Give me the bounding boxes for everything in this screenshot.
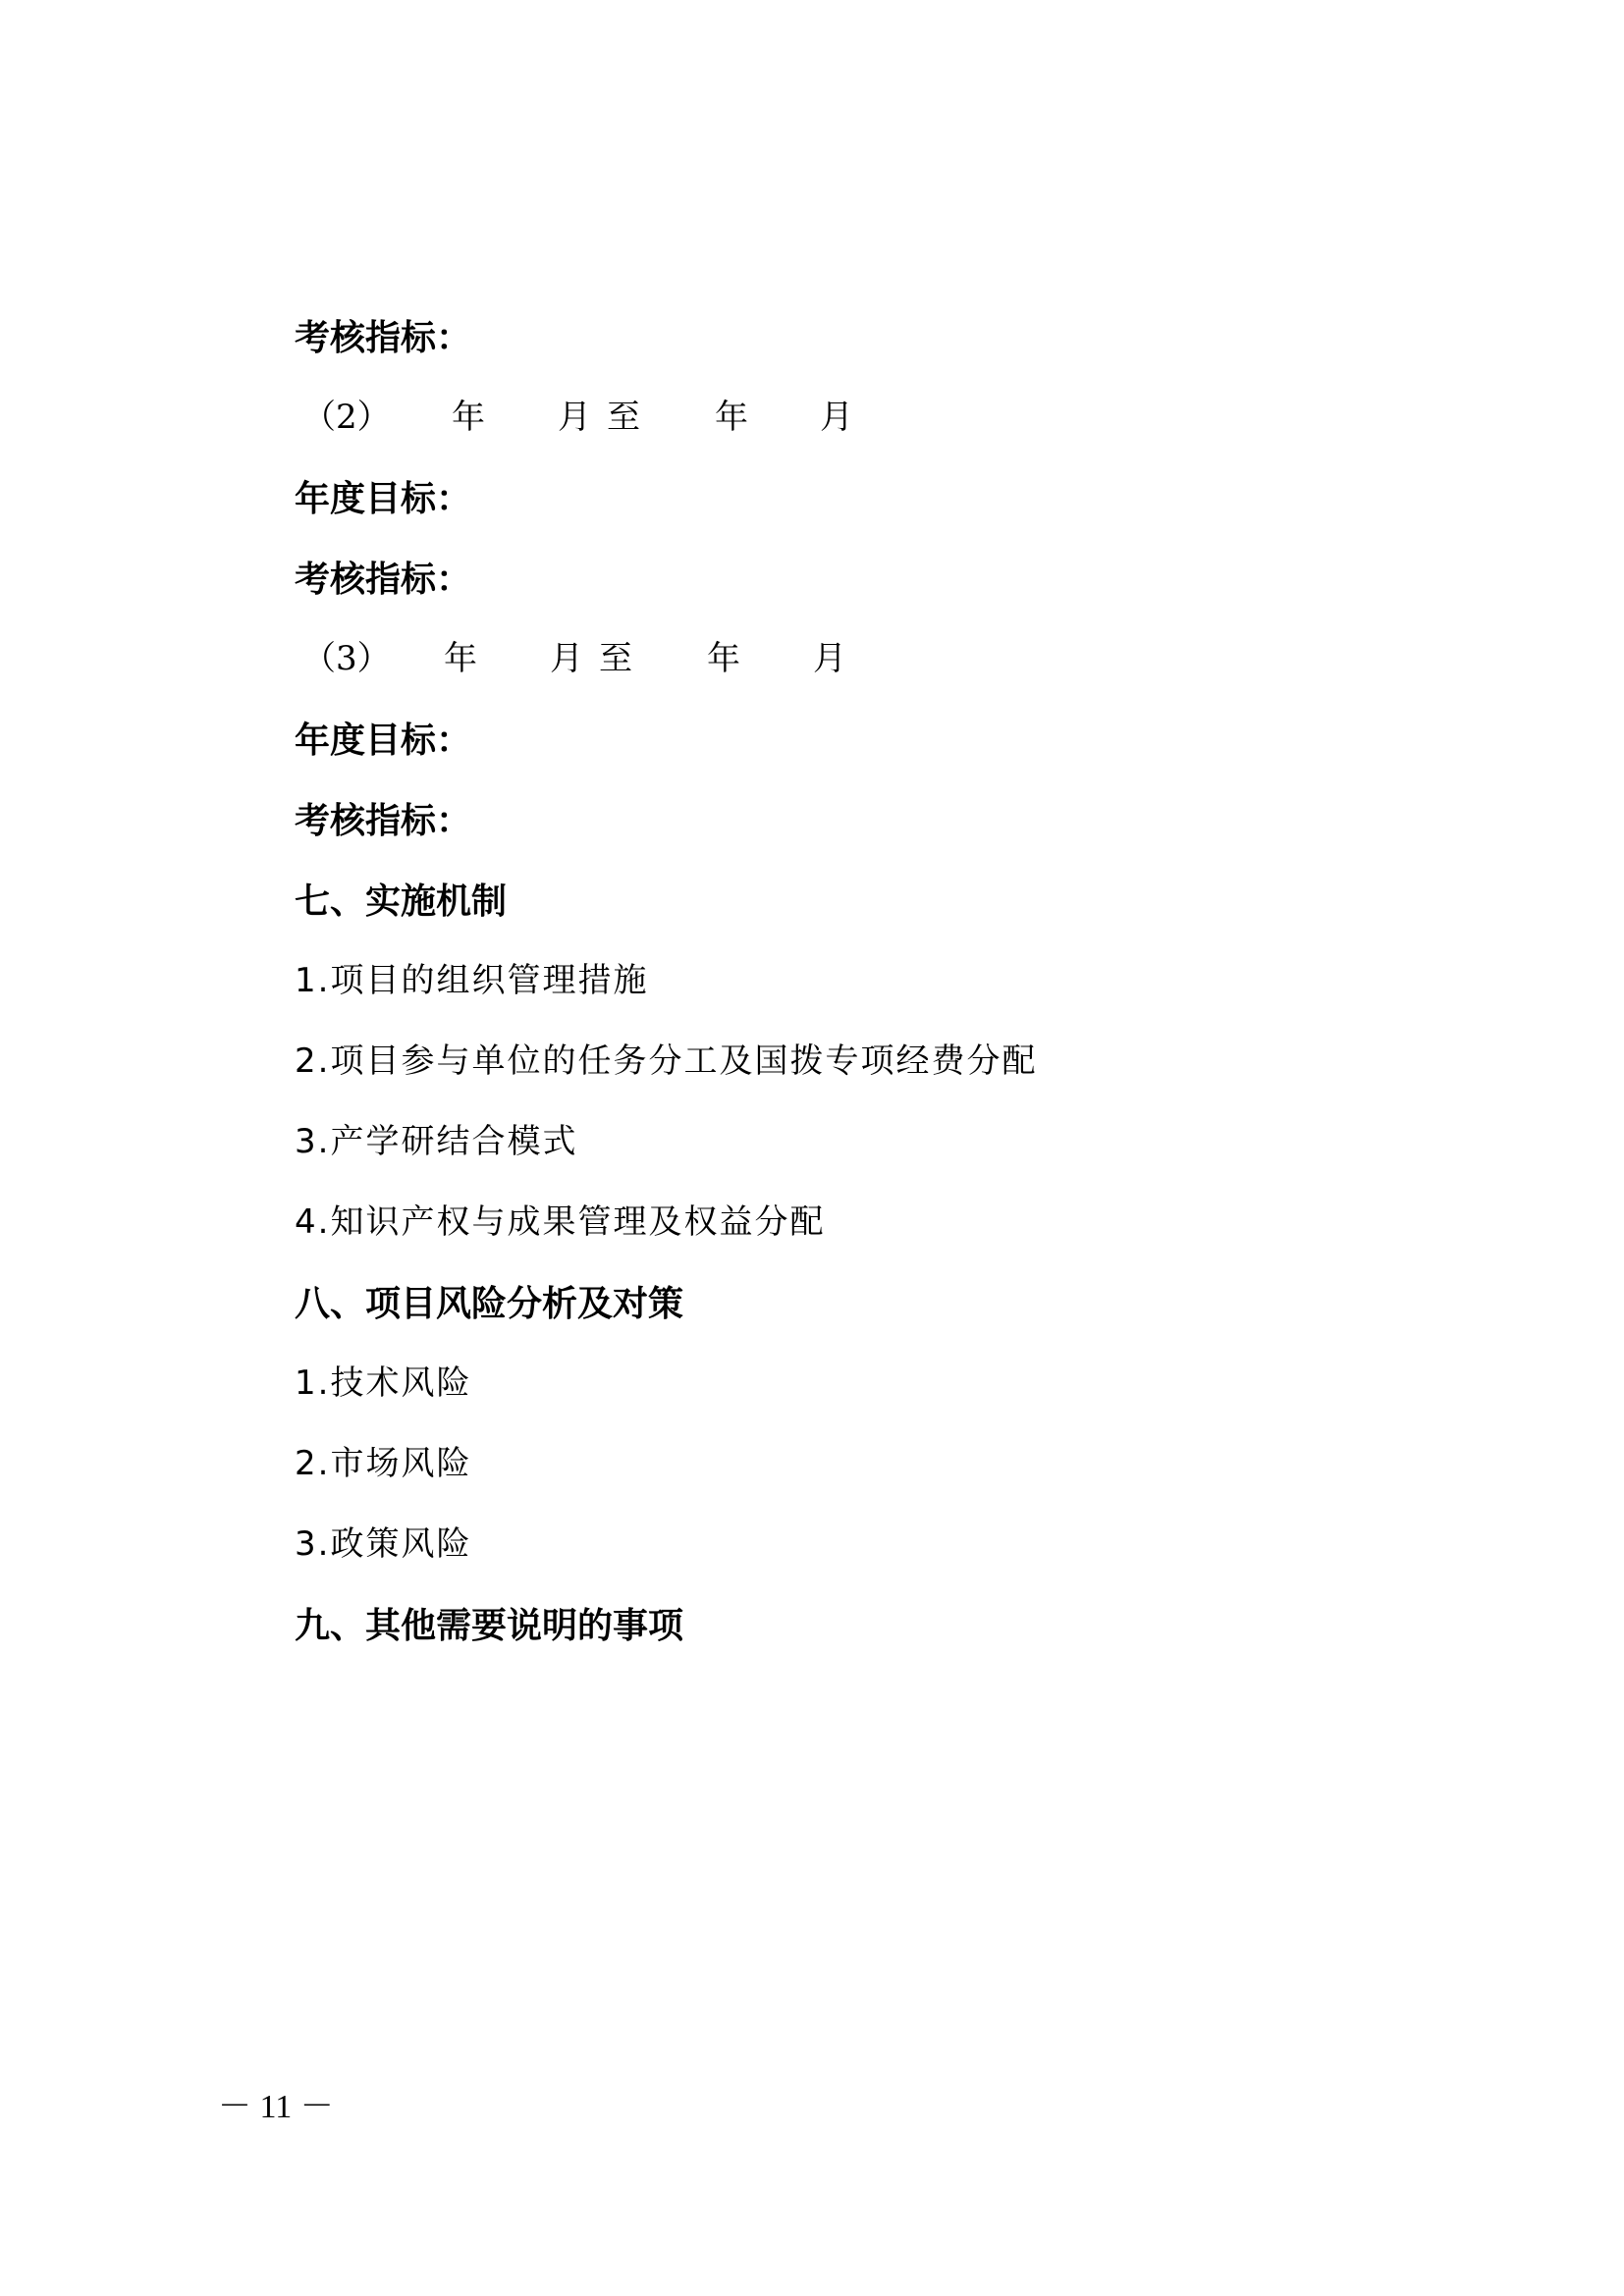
period-index: （3） bbox=[302, 639, 391, 678]
period-row-2 bbox=[295, 400, 884, 440]
list-item: 1.项目的组织管理措施 bbox=[295, 961, 649, 1000]
list-item: 2.项目参与单位的任务分工及国拨专项经费分配 bbox=[295, 1041, 1038, 1081]
period-start-year: 年 bbox=[452, 398, 485, 437]
period-start-month: 月 bbox=[550, 639, 583, 678]
annual-goal-label-2: 年度目标： bbox=[295, 478, 472, 519]
period-end-year: 年 bbox=[707, 639, 740, 678]
page-number: － 11 － bbox=[218, 2089, 334, 2125]
period-end-month: 月 bbox=[813, 639, 846, 678]
period-index: （2） bbox=[302, 398, 391, 437]
list-item: 2.市场风险 bbox=[295, 1444, 472, 1483]
period-start-month: 月 bbox=[558, 398, 591, 437]
period-end-year: 年 bbox=[715, 398, 748, 437]
list-item: 3.产学研结合模式 bbox=[295, 1122, 578, 1161]
annual-goal-label-3: 年度目标： bbox=[295, 720, 472, 761]
period-row-3 bbox=[295, 639, 884, 681]
period-start-year: 年 bbox=[444, 639, 477, 678]
list-item: 1.技术风险 bbox=[295, 1363, 472, 1403]
assessment-indicator-label-2: 考核指标： bbox=[295, 559, 472, 600]
list-item: 4.知识产权与成果管理及权益分配 bbox=[295, 1202, 826, 1242]
period-to: 至 bbox=[599, 639, 632, 678]
period-to: 至 bbox=[607, 398, 640, 437]
section-heading-other: 九、其他需要说明的事项 bbox=[295, 1605, 684, 1646]
section-heading-implementation: 七、实施机制 bbox=[295, 881, 508, 922]
assessment-indicator-label-3: 考核指标： bbox=[295, 800, 472, 841]
list-item: 3.政策风险 bbox=[295, 1524, 472, 1564]
section-heading-risk: 八、项目风险分析及对策 bbox=[295, 1283, 684, 1324]
assessment-indicator-label-1: 考核指标： bbox=[295, 317, 472, 358]
period-end-month: 月 bbox=[820, 398, 853, 437]
